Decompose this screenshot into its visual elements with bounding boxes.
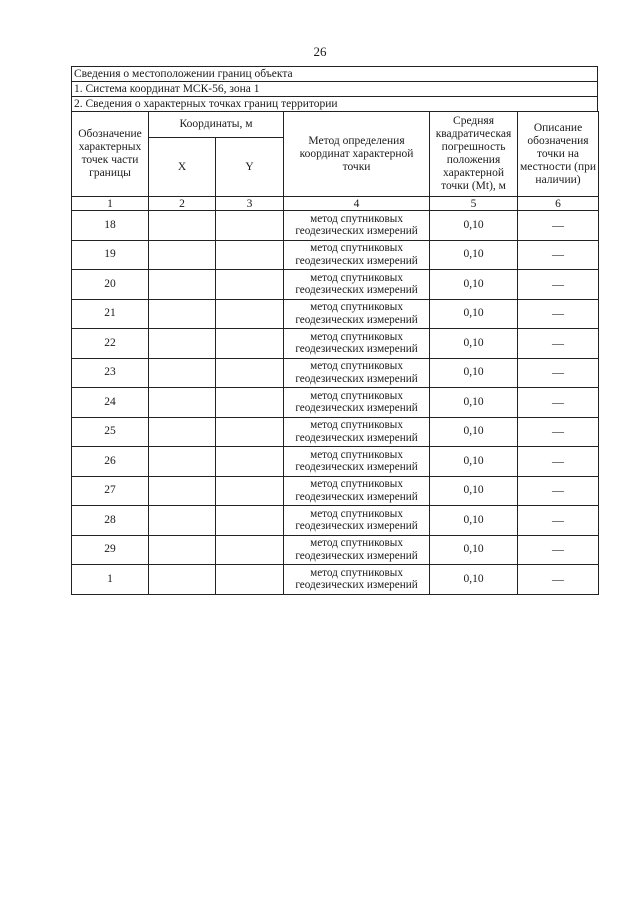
description-cell: — [518, 506, 599, 536]
point-cell: 1 [72, 565, 149, 595]
column-number: 1 [72, 197, 149, 211]
error-cell: 0,10 [430, 417, 518, 447]
table-row [72, 329, 599, 359]
x-coordinate-cell [149, 447, 216, 477]
description-cell: — [518, 417, 599, 447]
error-cell: 0,10 [430, 329, 518, 359]
method-cell: метод спутниковых геодезических измерений [284, 476, 430, 506]
page-number: 26 [313, 44, 327, 59]
y-coordinate-cell [216, 476, 284, 506]
x-coordinate-cell [149, 211, 216, 241]
header-error: Средняя квадратическая погрешность положения характерной точки (Mt), м [430, 112, 518, 197]
table-row [72, 506, 599, 536]
x-coordinate-cell [149, 270, 216, 300]
table-row [72, 476, 599, 506]
error-cell: 0,10 [430, 565, 518, 595]
error-cell: 0,10 [430, 535, 518, 565]
description-cell: — [518, 535, 599, 565]
description-cell: — [518, 211, 599, 241]
y-coordinate-cell [216, 535, 284, 565]
column-number: 2 [149, 197, 216, 211]
header-point-designation: Обозначение характерных точек части границы [72, 112, 149, 197]
table-row [72, 535, 599, 565]
error-cell: 0,10 [430, 299, 518, 329]
error-cell: 0,10 [430, 211, 518, 241]
point-cell: 24 [72, 388, 149, 418]
method-cell: метод спутниковых геодезических измерений [284, 388, 430, 418]
point-cell: 21 [72, 299, 149, 329]
table-row [72, 447, 599, 477]
y-coordinate-cell [216, 447, 284, 477]
description-cell: — [518, 329, 599, 359]
point-cell: 26 [72, 447, 149, 477]
table-body [72, 211, 599, 595]
x-coordinate-cell [149, 417, 216, 447]
description-cell: — [518, 299, 599, 329]
header-description: Описание обозначения точки на местности (при наличии) [518, 112, 599, 197]
method-cell: метод спутниковых геодезических измерений [284, 417, 430, 447]
y-coordinate-cell [216, 388, 284, 418]
column-number: 6 [518, 197, 599, 211]
y-coordinate-cell [216, 358, 284, 388]
y-coordinate-cell [216, 565, 284, 595]
table-row [72, 358, 599, 388]
description-cell: — [518, 240, 599, 270]
boundary-points-table [71, 111, 599, 595]
table-row [72, 270, 599, 300]
x-coordinate-cell [149, 388, 216, 418]
method-cell: метод спутниковых геодезических измерений [284, 211, 430, 241]
x-coordinate-cell [149, 535, 216, 565]
x-coordinate-cell [149, 358, 216, 388]
x-coordinate-cell [149, 299, 216, 329]
header-x: X [149, 138, 216, 197]
table-row [72, 417, 599, 447]
header-method: Метод определения координат характерной точки [284, 112, 430, 197]
error-cell: 0,10 [430, 447, 518, 477]
point-cell: 18 [72, 211, 149, 241]
column-number: 3 [216, 197, 284, 211]
method-cell: метод спутниковых геодезических измерений [284, 358, 430, 388]
description-cell: — [518, 565, 599, 595]
error-cell: 0,10 [430, 358, 518, 388]
section-title: Сведения о местоположении границ объекта [71, 66, 598, 81]
y-coordinate-cell [216, 240, 284, 270]
point-cell: 20 [72, 270, 149, 300]
description-cell: — [518, 447, 599, 477]
description-cell: — [518, 476, 599, 506]
point-cell: 19 [72, 240, 149, 270]
method-cell: метод спутниковых геодезических измерений [284, 565, 430, 595]
y-coordinate-cell [216, 270, 284, 300]
method-cell: метод спутниковых геодезических измерений [284, 329, 430, 359]
error-cell: 0,10 [430, 240, 518, 270]
method-cell: метод спутниковых геодезических измерений [284, 535, 430, 565]
point-cell: 23 [72, 358, 149, 388]
y-coordinate-cell [216, 329, 284, 359]
method-cell: метод спутниковых геодезических измерений [284, 270, 430, 300]
method-cell: метод спутниковых геодезических измерений [284, 240, 430, 270]
header-y: Y [216, 138, 284, 197]
table-row [72, 565, 599, 595]
x-coordinate-cell [149, 565, 216, 595]
y-coordinate-cell [216, 211, 284, 241]
y-coordinate-cell [216, 506, 284, 536]
table-row [72, 299, 599, 329]
x-coordinate-cell [149, 329, 216, 359]
y-coordinate-cell [216, 299, 284, 329]
x-coordinate-cell [149, 240, 216, 270]
x-coordinate-cell [149, 476, 216, 506]
table-row [72, 211, 599, 241]
error-cell: 0,10 [430, 388, 518, 418]
point-cell: 28 [72, 506, 149, 536]
error-cell: 0,10 [430, 476, 518, 506]
x-coordinate-cell [149, 506, 216, 536]
points-title: 2. Сведения о характерных точках границ территории [71, 96, 598, 111]
error-cell: 0,10 [430, 270, 518, 300]
point-cell: 22 [72, 329, 149, 359]
description-cell: — [518, 388, 599, 418]
document-sheet [71, 66, 598, 595]
column-numbers-row [72, 197, 599, 211]
coordinate-system-line: 1. Система координат МСК-56, зона 1 [71, 81, 598, 96]
error-cell: 0,10 [430, 506, 518, 536]
method-cell: метод спутниковых геодезических измерений [284, 506, 430, 536]
header-coordinates: Координаты, м [149, 112, 284, 138]
method-cell: метод спутниковых геодезических измерений [284, 447, 430, 477]
point-cell: 29 [72, 535, 149, 565]
description-cell: — [518, 358, 599, 388]
column-number: 4 [284, 197, 430, 211]
column-number: 5 [430, 197, 518, 211]
point-cell: 25 [72, 417, 149, 447]
method-cell: метод спутниковых геодезических измерений [284, 299, 430, 329]
table-row [72, 388, 599, 418]
point-cell: 27 [72, 476, 149, 506]
y-coordinate-cell [216, 417, 284, 447]
table-row [72, 240, 599, 270]
description-cell: — [518, 270, 599, 300]
